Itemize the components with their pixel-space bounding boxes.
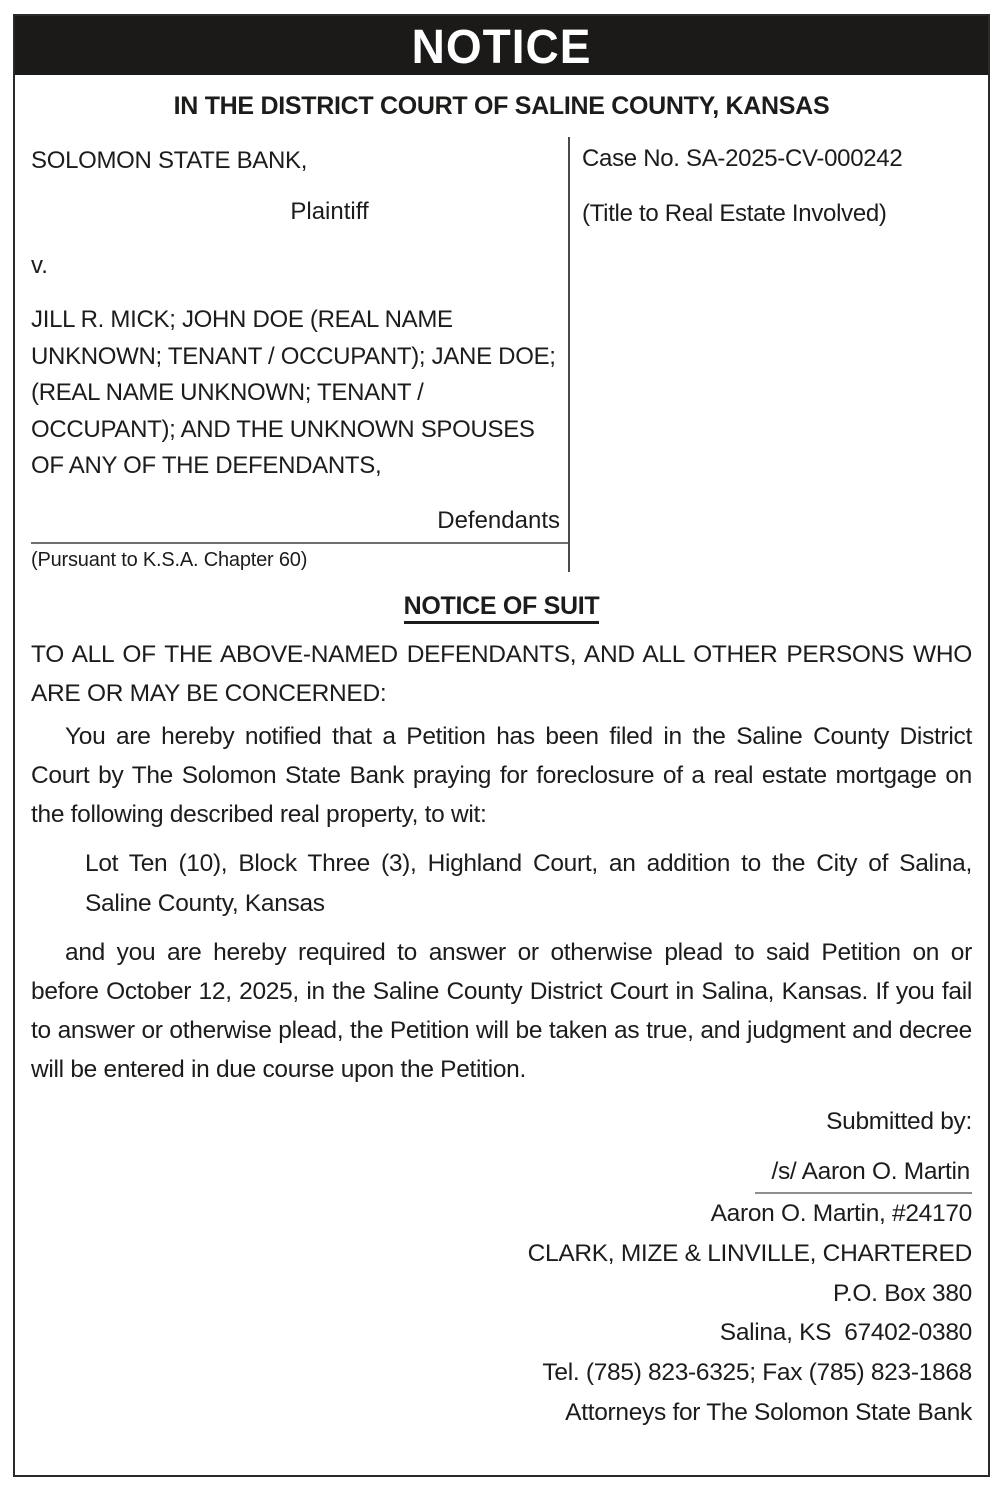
statute-note: (Pursuant to K.S.A. Chapter 60) xyxy=(31,548,308,571)
notice-of-suit-heading: NOTICE OF SUIT xyxy=(31,592,972,621)
notice-document xyxy=(13,14,990,1477)
versus-label: v. xyxy=(31,252,48,280)
caption-case-column xyxy=(568,137,972,572)
phone-fax: Tel. (785) 823-6325; Fax (785) 823-1868 xyxy=(542,1359,972,1387)
plaintiff-name: SOLOMON STATE BANK, xyxy=(31,147,308,174)
court-title: IN THE DISTRICT COURT OF SALINE COUNTY, KANSAS xyxy=(173,92,830,120)
plaintiff-role-label: Plaintiff xyxy=(290,198,369,226)
defendants-names: JILL R. MICK; JOHN DOE (REAL NAME UNKNOWN; TENANT / OCCUPANT); JANE DOE; (REAL NAME UNKNOWN; TENANT / OCCUPANT); AND THE UNKNOWN SPOUSES OF ANY OF THE DEFENDANTS, xyxy=(31,306,556,480)
notice-banner xyxy=(15,16,988,75)
petition-notified-paragraph: You are hereby notified that a Petition has been filed in the Saline County District Court by The Solomon State Bank praying for foreclosure of a real estate mortgage on the following described real property, to wit: xyxy=(31,722,972,829)
caption-underline-rule xyxy=(31,542,568,544)
signature-block xyxy=(31,1152,972,1433)
legal-description: Lot Ten (10), Block Three (3), Highland Court, an addition to the City of Salina, Saline County, Kansas xyxy=(85,850,972,917)
case-caption xyxy=(31,137,972,572)
submitted-by-label: Submitted by: xyxy=(826,1107,972,1135)
po-box: P.O. Box 380 xyxy=(833,1279,972,1307)
city-state-zip: Salina, KS 67402-0380 xyxy=(719,1319,972,1347)
document-body xyxy=(15,92,988,1432)
caption-parties-column xyxy=(31,137,568,572)
signature-name: /s/ Aaron O. Martin xyxy=(755,1152,972,1195)
attorneys-for: Attorneys for The Solomon State Bank xyxy=(565,1398,972,1426)
firm-name: CLARK, MIZE & LINVILLE, CHARTERED xyxy=(527,1239,972,1267)
defendants-role-label: Defendants xyxy=(437,506,560,534)
signature-line xyxy=(31,1152,972,1195)
case-number: Case No. SA-2025-CV-000242 xyxy=(582,145,903,172)
case-note: (Title to Real Estate Involved) xyxy=(582,200,887,227)
answer-deadline-paragraph: and you are hereby required to answer or otherwise plead to said Petition on or before October 12, 2025, in the Saline County District Court in Salina, Kansas. If you fail to answer or otherwise plead, the Petition will be taken as true, and judgment and decree will be entered in due course upon the Petition. xyxy=(31,938,972,1084)
banner-title: NOTICE xyxy=(411,18,592,73)
salutation-paragraph: TO ALL OF THE ABOVE-NAMED DEFENDANTS, AND ALL OTHER PERSONS WHO ARE OR MAY BE CONCERNED: xyxy=(31,640,972,707)
attorney-name: Aaron O. Martin, #24170 xyxy=(710,1200,972,1228)
